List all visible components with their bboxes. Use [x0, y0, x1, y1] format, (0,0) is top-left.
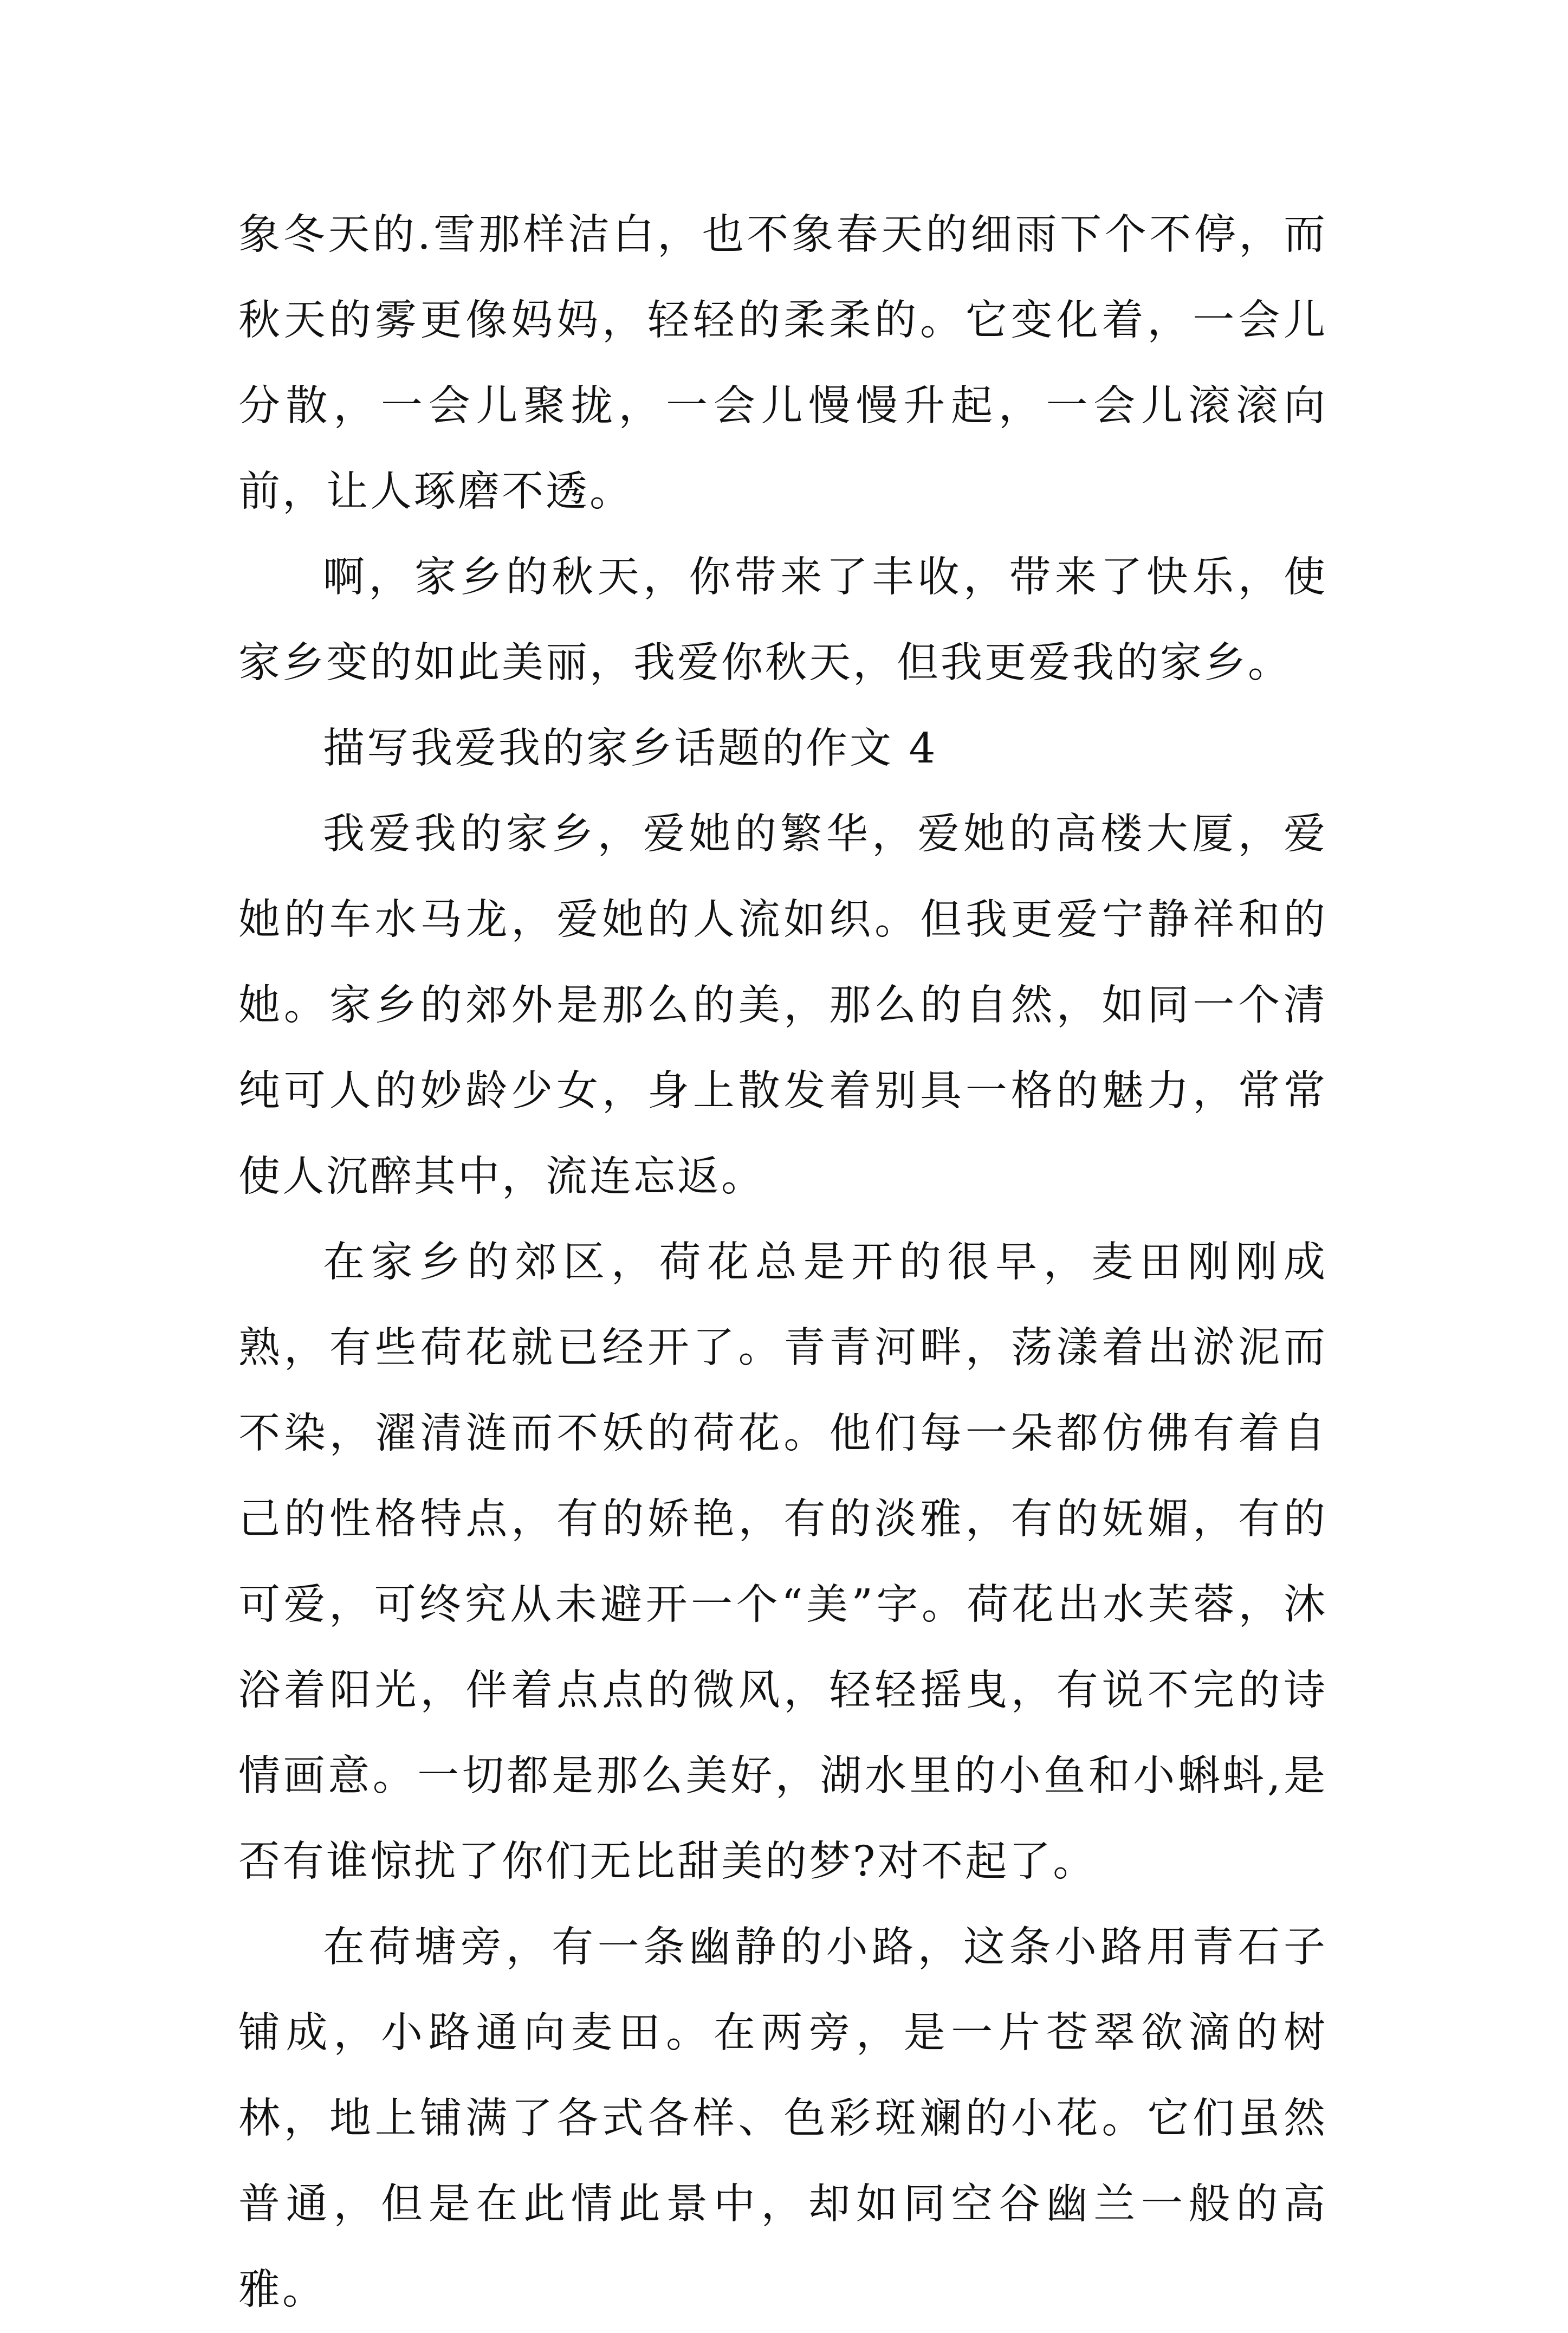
section-heading: 描写我爱我的家乡话题的作文 4: [323, 725, 938, 773]
paragraph-3: 我爱我的家乡，爱她的繁华，爱她的高楼大厦，爱她的车水马龙，爱她的人流如织。但我更爱宁静祥和的她。家乡的郊外是那么的美，那么的自然，如同一个清纯可人的妙龄少女，身上散发着别具一格的魅力，常常使人沉醉其中，流连忘返。: [238, 810, 1327, 1201]
paragraph-4: 在家乡的郊区，荷花总是开的很早，麦田刚刚成熟，有些荷花就已经开了。青青河畔，荡漾着出淤泥而不染，濯清涟而不妖的荷花。他们每一朵都仿佛有着自己的性格特点，有的娇艳，有的淡雅，有的妩媚，有的可爱，可终究从未避开一个“美”字。荷花出水芙蓉，沐浴着阳光，伴着点点的微风，轻轻摇曳，有说不完的诗情画意。一切都是那么美好，湖水里的小鱼和小蝌蚪,是否有谁惊扰了你们无比甜美的梦?对不起了。: [238, 1238, 1327, 1886]
paragraph-2: 啊，家乡的秋天，你带来了丰收，带来了快乐，使家乡变的如此美丽，我爱你秋天，但我更爱我的家乡。: [238, 553, 1327, 687]
document-body: [238, 192, 1327, 2333]
paragraph-1: 象冬天的.雪那样洁白，也不象春天的细雨下个不停，而秋天的雾更像妈妈，轻轻的柔柔的。它变化着，一会儿分散，一会儿聚拢，一会儿慢慢升起，一会儿滚滚向前，让人琢磨不透。: [238, 211, 1327, 516]
paragraph-5: 在荷塘旁，有一条幽静的小路，这条小路用青石子铺成，小路通向麦田。在两旁，是一片苍翠欲滴的树林，地上铺满了各式各样、色彩斑斓的小花。它们虽然普通，但是在此情此景中，却如同空谷幽兰一般的高雅。: [238, 1923, 1327, 2314]
